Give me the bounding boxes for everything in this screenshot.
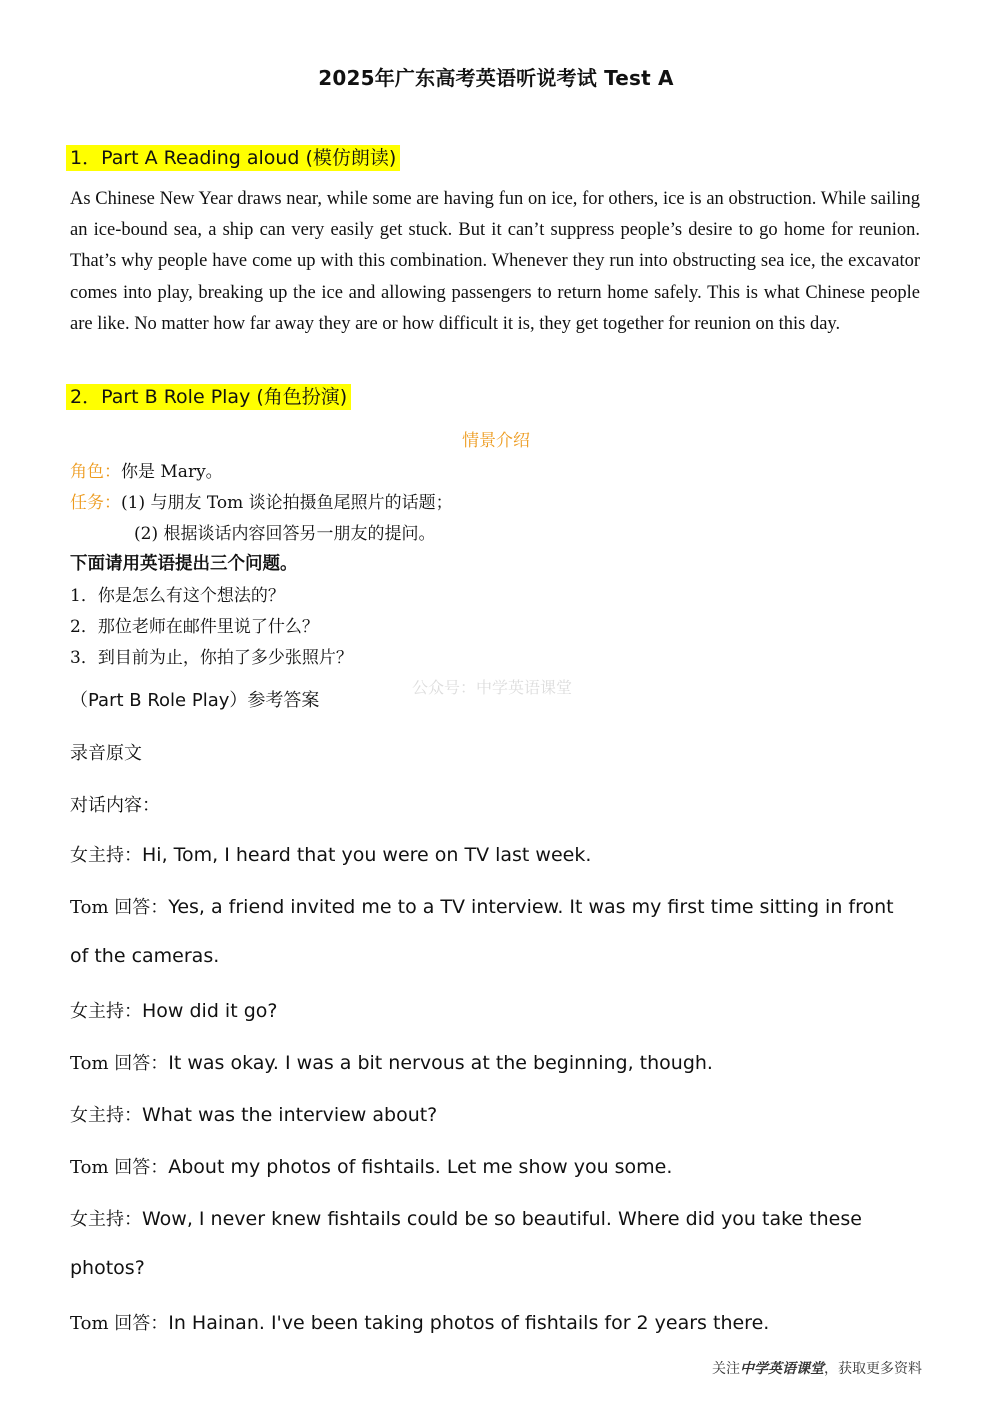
utterance: About my photos of fishtails. Let me show you some. — [168, 1156, 673, 1178]
recording-label: 录音原文 — [70, 743, 142, 764]
part-a-passage: As Chinese New Year draws near, while some are having fun on ice, for others, ice is an obstruction. While sailing an ice-bound sea, a ship can very easily get stuck. But it can’t suppress people’s desire to go home for reunion. That’s why people have come up with this combination. Whenever they run into obstructing sea ice, the excavator comes into play, breaking up the ice and allowing passengers to return home safely. This is what Chinese people are like. No matter how far away they are or how difficult it is, they get together for reunion on this day. — [70, 189, 920, 334]
part-b-heading — [66, 382, 351, 409]
utterance: Yes, a friend invited me to a TV interview. It was my first time sitting in front — [168, 896, 894, 918]
utterance: How did it go? — [142, 1000, 278, 1022]
part-a-heading — [66, 143, 400, 170]
footer-note — [712, 1358, 922, 1378]
instruction: 下面请用英语提出三个问题。 — [70, 554, 298, 574]
dialogue-line — [70, 893, 894, 919]
speaker: Tom 回答： — [70, 897, 169, 918]
dialogue-line — [70, 997, 277, 1023]
scenario-title: 情景介绍 — [462, 431, 530, 451]
footer-suffix: ，获取更多资料 — [824, 1361, 922, 1377]
task-label: 任务： — [70, 493, 121, 513]
speaker: 女主持： — [70, 845, 142, 866]
utterance: What was the interview about? — [142, 1104, 438, 1126]
part-a-heading-text: 1．Part A Reading aloud (模仿朗读) — [66, 145, 400, 171]
speaker: Tom 回答： — [70, 1157, 169, 1178]
speaker: 女主持： — [70, 1001, 142, 1022]
role-label: 角色： — [70, 462, 121, 482]
task-1: (1) 与朋友 Tom 谈论拍摄鱼尾照片的话题； — [121, 493, 453, 513]
utterance: Wow, I never knew fishtails could be so beautiful. Where did you take these — [142, 1208, 862, 1230]
dialogue-line — [70, 1101, 437, 1127]
question-1: 1．你是怎么有这个想法的？ — [70, 586, 285, 606]
dialogue-line — [70, 1049, 713, 1075]
utterance: Hi, Tom, I heard that you were on TV last week. — [142, 844, 592, 866]
utterance-continuation: photos? — [70, 1257, 145, 1279]
speaker: 女主持： — [70, 1105, 142, 1126]
dialogue-line — [70, 841, 591, 867]
speaker: Tom 回答： — [70, 1053, 169, 1074]
question-2: 2．那位老师在邮件里说了什么？ — [70, 617, 319, 637]
footer-brand: 中学英语课堂 — [740, 1361, 824, 1377]
task-2: (2) 根据谈话内容回答另一朋友的提问。 — [134, 524, 436, 544]
speaker: Tom 回答： — [70, 1313, 169, 1334]
question-3: 3．到目前为止，你拍了多少张照片？ — [70, 648, 353, 668]
dialogue-line — [70, 1153, 672, 1179]
utterance: In Hainan. I've been taking photos of fishtails for 2 years there. — [168, 1312, 770, 1334]
page-title: 2025年广东高考英语听说考试 Test A — [318, 66, 674, 90]
utterance: It was okay. I was a bit nervous at the beginning, though. — [168, 1052, 713, 1074]
footer-prefix: 关注 — [712, 1361, 740, 1377]
role-line — [70, 457, 223, 482]
dialogue-line — [70, 1309, 769, 1335]
part-b-heading-text: 2．Part B Role Play (角色扮演) — [66, 384, 351, 410]
dialogue-label: 对话内容： — [70, 795, 160, 816]
speaker: 女主持： — [70, 1209, 142, 1230]
answer-heading: （Part B Role Play）参考答案 — [70, 690, 320, 711]
dialogue-line — [70, 1205, 862, 1231]
utterance-continuation: of the cameras. — [70, 945, 220, 967]
watermark: 公众号：中学英语课堂 — [412, 678, 573, 697]
task-line-1 — [70, 488, 453, 513]
role-text: 你是 Mary。 — [121, 462, 223, 482]
